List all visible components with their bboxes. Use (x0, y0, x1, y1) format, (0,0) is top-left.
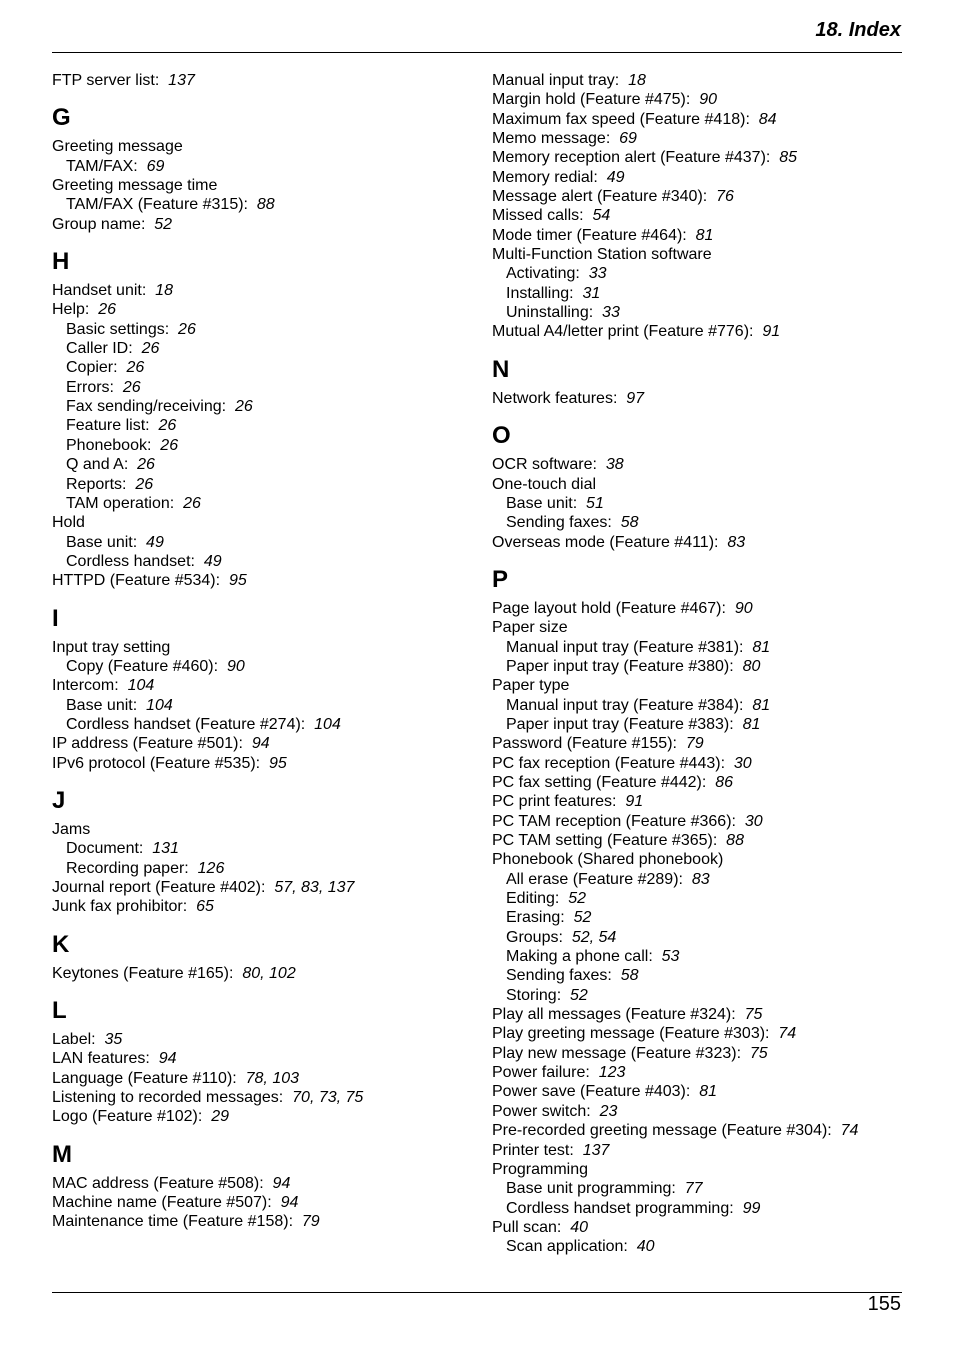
index-entry-text: Caller ID: (66, 340, 133, 358)
index-entry-text: Base unit: (506, 494, 578, 512)
index-subentry (52, 839, 482, 858)
index-page-refs: 80 (742, 657, 761, 675)
header-divider (52, 52, 902, 53)
index-entry (492, 1141, 912, 1160)
index-letter-heading: K (52, 930, 70, 958)
index-page-refs: 78, 103 (245, 1069, 300, 1087)
index-entry (52, 1088, 482, 1107)
index-letter-heading: P (492, 565, 509, 593)
index-entry-text: Greeting message time (52, 177, 218, 195)
index-subentry (492, 657, 912, 676)
index-subentry (492, 638, 912, 657)
index-entry-text: Machine name (Feature #507): (52, 1194, 272, 1212)
index-page-refs: 74 (840, 1122, 859, 1140)
index-page-refs: 58 (620, 967, 639, 985)
index-entry (492, 168, 912, 187)
index-entry (492, 475, 912, 494)
index-page-refs: 26 (135, 475, 154, 493)
index-entry-text: Cordless handset programming: (506, 1199, 734, 1217)
index-entry-text: Overseas mode (Feature #411): (492, 533, 719, 551)
index-entry (492, 90, 912, 109)
index-entry-text: LAN features: (52, 1050, 150, 1068)
index-letter-heading: L (52, 997, 67, 1025)
index-entry (52, 71, 482, 90)
index-entry (492, 1063, 912, 1082)
index-entry (52, 734, 482, 753)
index-page-refs: 52, 54 (571, 928, 617, 946)
index-entry (492, 322, 912, 341)
index-entry-text: Help: (52, 301, 90, 319)
index-page-refs: 26 (183, 494, 201, 512)
index-entry-text: Language (Feature #110): (52, 1069, 237, 1087)
index-page-refs: 30 (733, 754, 752, 772)
index-entry (52, 754, 482, 773)
index-entry-text: IP address (Feature #501): (52, 735, 243, 753)
index-page-refs: 88 (726, 832, 744, 849)
index-subentry (52, 378, 482, 397)
index-page-refs: 90 (699, 91, 718, 109)
index-page-refs: 26 (141, 340, 160, 358)
index-page-refs: 85 (779, 149, 798, 167)
index-entry (492, 850, 912, 869)
index-page-refs: 104 (146, 696, 173, 714)
index-entry (492, 389, 912, 408)
index-entry-text: Document: (66, 840, 144, 858)
index-entry (492, 226, 912, 245)
index-entry (52, 137, 482, 156)
index-entry (52, 1193, 482, 1212)
index-page-refs: 123 (598, 1064, 626, 1082)
index-subentry (52, 494, 482, 513)
index-entry (52, 1049, 482, 1068)
index-entry-text: Basic settings: (66, 320, 170, 338)
index-page-refs: 95 (269, 754, 287, 772)
index-page-refs: 30 (744, 812, 763, 830)
index-subentry (492, 1199, 912, 1218)
index-entry (492, 1102, 912, 1121)
index-subentry (52, 436, 482, 455)
index-entry (492, 110, 912, 129)
index-page-refs: 83 (691, 870, 710, 888)
index-page-refs: 52 (154, 215, 173, 233)
index-page-refs: 57, 83, 137 (274, 879, 355, 896)
index-subentry (492, 889, 912, 908)
index-entry (52, 964, 482, 983)
index-entry-text: Errors: (66, 378, 114, 396)
index-entry-text: Power failure: (492, 1064, 590, 1082)
index-entry-text: Group name: (52, 215, 146, 233)
index-entry-text: Pull scan: (492, 1218, 562, 1236)
index-column-left (52, 71, 482, 1232)
index-subentry (52, 320, 482, 339)
index-page-refs: 95 (228, 572, 247, 590)
index-entry-text: Making a phone call: (506, 948, 653, 966)
index-entry-text: TAM/FAX: (66, 157, 138, 175)
index-entry-text: Message alert (Feature #340): (492, 188, 708, 206)
index-subentry (492, 870, 912, 889)
index-entry-text: Base unit: (66, 696, 138, 714)
index-entry-text: Cordless handset: (66, 552, 195, 570)
index-page-refs: 26 (178, 320, 196, 338)
index-entry-text: PC TAM reception (Feature #366): (492, 812, 736, 830)
index-entry-text: Intercom: (52, 677, 119, 695)
index-page-refs: 90 (226, 657, 245, 675)
index-entry-text: Reports: (66, 475, 127, 493)
index-page-refs: 99 (742, 1199, 761, 1217)
index-entry-text: Label: (52, 1031, 96, 1049)
index-page-refs: 33 (602, 304, 620, 322)
index-entry-text: Activating: (506, 265, 580, 283)
index-page-refs: 49 (203, 552, 222, 570)
index-page-refs: 51 (586, 494, 604, 512)
index-page-refs: 75 (749, 1044, 768, 1062)
index-entry (492, 831, 912, 850)
index-entry-text: Power switch: (492, 1102, 591, 1120)
index-page-refs: 79 (301, 1213, 320, 1231)
index-entry-text: Pre-recorded greeting message (Feature #304): (492, 1122, 832, 1140)
index-subentry (52, 339, 482, 358)
index-entry-text: Storing: (506, 986, 562, 1004)
index-letter-heading: O (492, 422, 511, 450)
index-page-refs: 86 (715, 773, 734, 791)
index-entry-text: Junk fax prohibitor: (52, 898, 188, 916)
index-entry (52, 1069, 482, 1088)
index-entry-text: Page layout hold (Feature #467): (492, 599, 726, 617)
index-page-refs: 35 (104, 1031, 123, 1049)
index-entry (492, 129, 912, 148)
index-entry-text: Memory redial: (492, 168, 598, 186)
index-entry-text: OCR software: (492, 456, 597, 474)
index-entry (492, 599, 912, 618)
index-entry-text: PC TAM setting (Feature #365): (492, 832, 718, 849)
index-entry-text: Logo (Feature #102): (52, 1108, 203, 1126)
index-letter-heading: J (52, 786, 66, 814)
index-entry-text: Sending faxes: (506, 967, 612, 985)
index-entry (52, 176, 482, 195)
index-entry-text: All erase (Feature #289): (506, 870, 683, 888)
index-page-refs: 97 (626, 389, 645, 407)
footer-divider (52, 1292, 902, 1293)
index-page-refs: 53 (661, 948, 680, 966)
index-page-refs: 40 (636, 1238, 655, 1256)
index-entry (492, 792, 912, 811)
index-entry-text: Manual input tray (Feature #381): (506, 638, 744, 656)
index-subentry (492, 966, 912, 985)
index-entry (52, 638, 482, 657)
index-page-refs: 83 (727, 533, 746, 551)
index-entry (492, 676, 912, 695)
index-entry-text: Input tray setting (52, 638, 171, 656)
index-page-refs: 52 (570, 986, 588, 1004)
index-page-refs: 49 (146, 533, 164, 551)
index-page-refs: 26 (158, 417, 177, 435)
index-entry (492, 455, 912, 474)
index-page-refs: 26 (122, 378, 141, 396)
index-page-refs: 65 (196, 898, 214, 916)
index-entry (492, 187, 912, 206)
index-subentry (492, 986, 912, 1005)
index-page-refs: 58 (620, 514, 639, 532)
index-page-refs: 94 (158, 1050, 177, 1068)
index-page-refs: 126 (197, 859, 225, 877)
index-entry-text: Installing: (506, 284, 574, 302)
index-page-refs: 91 (625, 793, 644, 811)
index-subentry (52, 696, 482, 715)
index-entry-text: PC fax setting (Feature #442): (492, 773, 707, 791)
index-page-refs: 137 (168, 72, 195, 89)
index-page-refs: 81 (752, 696, 771, 714)
index-entry-text: Power save (Feature #403): (492, 1083, 691, 1101)
index-entry-text: Maximum fax speed (Feature #418): (492, 110, 750, 128)
index-page-refs: 26 (160, 436, 179, 454)
index-page-refs: 76 (716, 188, 734, 206)
index-page-refs: 91 (762, 323, 781, 341)
index-entry-text: Uninstalling: (506, 304, 594, 322)
index-entry-text: Maintenance time (Feature #158): (52, 1213, 294, 1231)
index-page-refs: 38 (605, 456, 624, 474)
index-entry (492, 533, 912, 552)
index-page-refs: 18 (628, 72, 646, 89)
index-page-refs: 74 (778, 1025, 797, 1043)
index-page-refs: 23 (599, 1102, 618, 1120)
index-subentry (492, 264, 912, 283)
index-entry (492, 754, 912, 773)
index-entry-text: Printer test: (492, 1141, 574, 1159)
index-subentry (492, 303, 912, 322)
index-entry-text: Journal report (Feature #402): (52, 879, 266, 896)
index-page-refs: 31 (582, 284, 601, 302)
index-page-refs: 18 (155, 282, 173, 300)
index-entry (492, 1044, 912, 1063)
index-page-refs: 26 (98, 301, 117, 319)
index-entry (52, 820, 482, 839)
page-header-title: 18. Index (815, 19, 901, 41)
index-entry-text: TAM operation: (66, 494, 175, 512)
index-page-refs: 26 (234, 398, 253, 416)
index-entry-text: Cordless handset (Feature #274): (66, 715, 306, 733)
index-entry-text: Scan application: (506, 1238, 628, 1256)
index-entry-text: Copier: (66, 359, 118, 377)
index-page-refs: 54 (592, 207, 611, 225)
index-page-refs: 29 (211, 1108, 230, 1126)
index-entry-text: PC print features: (492, 793, 617, 811)
index-entry (52, 1212, 482, 1231)
index-page-refs: 84 (758, 110, 777, 128)
index-entry (492, 1005, 912, 1024)
index-subentry (492, 494, 912, 513)
index-page-refs: 104 (127, 677, 155, 695)
index-entry-text: HTTPD (Feature #534): (52, 572, 221, 590)
index-entry-text: Missed calls: (492, 207, 584, 225)
index-entry-text: Greeting message (52, 138, 183, 156)
index-page-refs: 26 (126, 359, 145, 377)
index-page-refs: 131 (152, 840, 179, 858)
index-entry (52, 215, 482, 234)
index-entry (52, 878, 482, 897)
index-entry-text: Jams (52, 820, 91, 838)
index-entry (52, 281, 482, 300)
index-entry-text: Fax sending/receiving: (66, 398, 227, 416)
index-entry-text: Base unit programming: (506, 1180, 676, 1198)
index-entry (492, 245, 912, 264)
index-entry-text: Hold (52, 514, 85, 532)
index-page-refs: 81 (695, 226, 714, 244)
index-entry-text: Sending faxes: (506, 514, 612, 532)
index-entry (492, 618, 912, 637)
index-entry (52, 513, 482, 532)
index-entry-text: Mutual A4/letter print (Feature #776): (492, 323, 754, 341)
index-entry-text: Margin hold (Feature #475): (492, 91, 691, 109)
index-entry-text: Recording paper: (66, 859, 189, 877)
index-subentry (492, 1237, 912, 1256)
index-subentry (52, 195, 482, 214)
index-letter-heading: H (52, 248, 70, 276)
index-entry-text: Phonebook: (66, 436, 152, 454)
index-entry-text: Copy (Feature #460): (66, 657, 219, 675)
index-page-refs: 104 (314, 715, 341, 733)
index-page-refs: 52 (568, 890, 587, 908)
index-page-refs: 70, 73, 75 (292, 1089, 364, 1107)
index-entry-text: Multi-Function Station software (492, 246, 712, 264)
index-entry-text: Manual input tray: (492, 72, 620, 89)
index-entry (52, 1030, 482, 1049)
index-column-right (492, 71, 912, 1257)
index-subentry (492, 696, 912, 715)
index-entry (492, 773, 912, 792)
index-subentry (52, 475, 482, 494)
index-letter-heading: G (52, 104, 71, 132)
index-entry-text: Paper type (492, 677, 570, 695)
index-subentry (52, 358, 482, 377)
index-page-refs: 94 (272, 1174, 291, 1192)
index-page-refs: 33 (588, 265, 607, 283)
index-subentry (52, 157, 482, 176)
index-page-refs: 94 (280, 1194, 299, 1212)
index-entry-text: IPv6 protocol (Feature #535): (52, 754, 261, 772)
index-subentry (52, 533, 482, 552)
index-entry-text: TAM/FAX (Feature #315): (66, 196, 248, 214)
index-entry-text: Paper size (492, 619, 568, 637)
index-page-refs: 26 (137, 456, 155, 474)
index-page-refs: 49 (606, 168, 625, 186)
index-entry (492, 1121, 912, 1140)
index-letter-heading: M (52, 1140, 72, 1168)
index-entry (52, 300, 482, 319)
index-entry-text: FTP server list: (52, 72, 160, 89)
index-page-refs: 81 (742, 715, 761, 733)
index-subentry (52, 416, 482, 435)
index-letter-heading: I (52, 604, 59, 632)
index-page-refs: 69 (619, 130, 637, 148)
index-entry-text: Listening to recorded messages: (52, 1089, 284, 1107)
index-subentry (52, 715, 482, 734)
index-entry (492, 71, 912, 90)
index-entry-text: Password (Feature #155): (492, 735, 677, 753)
index-entry-text: Mode timer (Feature #464): (492, 226, 687, 244)
index-entry-text: Editing: (506, 890, 560, 908)
index-subentry (52, 657, 482, 676)
index-letter-heading: N (492, 355, 510, 383)
index-entry-text: Base unit: (66, 533, 138, 551)
index-subentry (52, 397, 482, 416)
index-entry-text: Handset unit: (52, 282, 147, 300)
index-entry-text: Play new message (Feature #323): (492, 1044, 742, 1062)
index-entry (492, 148, 912, 167)
index-subentry (492, 947, 912, 966)
index-subentry (492, 513, 912, 532)
index-entry (492, 812, 912, 831)
index-entry-text: Play greeting message (Feature #303): (492, 1025, 770, 1043)
index-page-refs: 75 (744, 1006, 763, 1024)
index-entry-text: Memory reception alert (Feature #437): (492, 149, 771, 167)
index-entry (52, 676, 482, 695)
index-page-refs: 79 (685, 735, 704, 753)
index-entry (52, 1174, 482, 1193)
index-entry (492, 1024, 912, 1043)
index-entry-text: Paper input tray (Feature #380): (506, 657, 734, 675)
index-subentry (52, 552, 482, 571)
index-entry (492, 734, 912, 753)
index-entry-text: Network features: (492, 389, 618, 407)
index-entry-text: Play all messages (Feature #324): (492, 1006, 736, 1024)
index-page-refs: 81 (752, 638, 771, 656)
index-page-refs: 40 (570, 1218, 589, 1236)
index-entry (52, 1107, 482, 1126)
index-entry-text: Erasing: (506, 909, 565, 927)
index-entry (492, 1160, 912, 1179)
index-subentry (492, 1179, 912, 1198)
index-entry (52, 571, 482, 590)
index-entry (492, 1218, 912, 1237)
index-entry-text: Q and A: (66, 456, 129, 474)
index-entry-text: Manual input tray (Feature #384): (506, 696, 744, 714)
index-entry-text: PC fax reception (Feature #443): (492, 754, 726, 772)
index-entry-text: Phonebook (Shared phonebook) (492, 851, 724, 869)
index-subentry (492, 284, 912, 303)
index-page-refs: 137 (582, 1141, 610, 1159)
index-entry (492, 1082, 912, 1101)
index-page-refs: 80, 102 (242, 964, 296, 982)
index-subentry (492, 908, 912, 927)
index-page-refs: 77 (684, 1180, 703, 1198)
index-page-refs: 69 (146, 157, 165, 175)
page-number: 155 (867, 1293, 901, 1315)
index-subentry (52, 455, 482, 474)
index-page-refs: 94 (251, 735, 270, 753)
index-entry-text: One-touch dial (492, 475, 597, 493)
index-page-refs: 88 (256, 196, 275, 214)
index-entry-text: MAC address (Feature #508): (52, 1174, 264, 1192)
index-entry-text: Groups: (506, 928, 563, 946)
index-entry-text: Keytones (Feature #165): (52, 964, 234, 982)
index-entry (52, 897, 482, 916)
index-page-refs: 52 (573, 909, 592, 927)
index-subentry (492, 715, 912, 734)
index-page-refs: 90 (734, 599, 753, 617)
index-page-refs: 81 (699, 1083, 718, 1101)
index-entry-text: Feature list: (66, 417, 150, 435)
index-entry-text: Memo message: (492, 130, 611, 148)
index-entry-text: Paper input tray (Feature #383): (506, 715, 734, 733)
index-subentry (52, 859, 482, 878)
index-subentry (492, 928, 912, 947)
index-entry-text: Programming (492, 1160, 589, 1178)
index-entry (492, 206, 912, 225)
